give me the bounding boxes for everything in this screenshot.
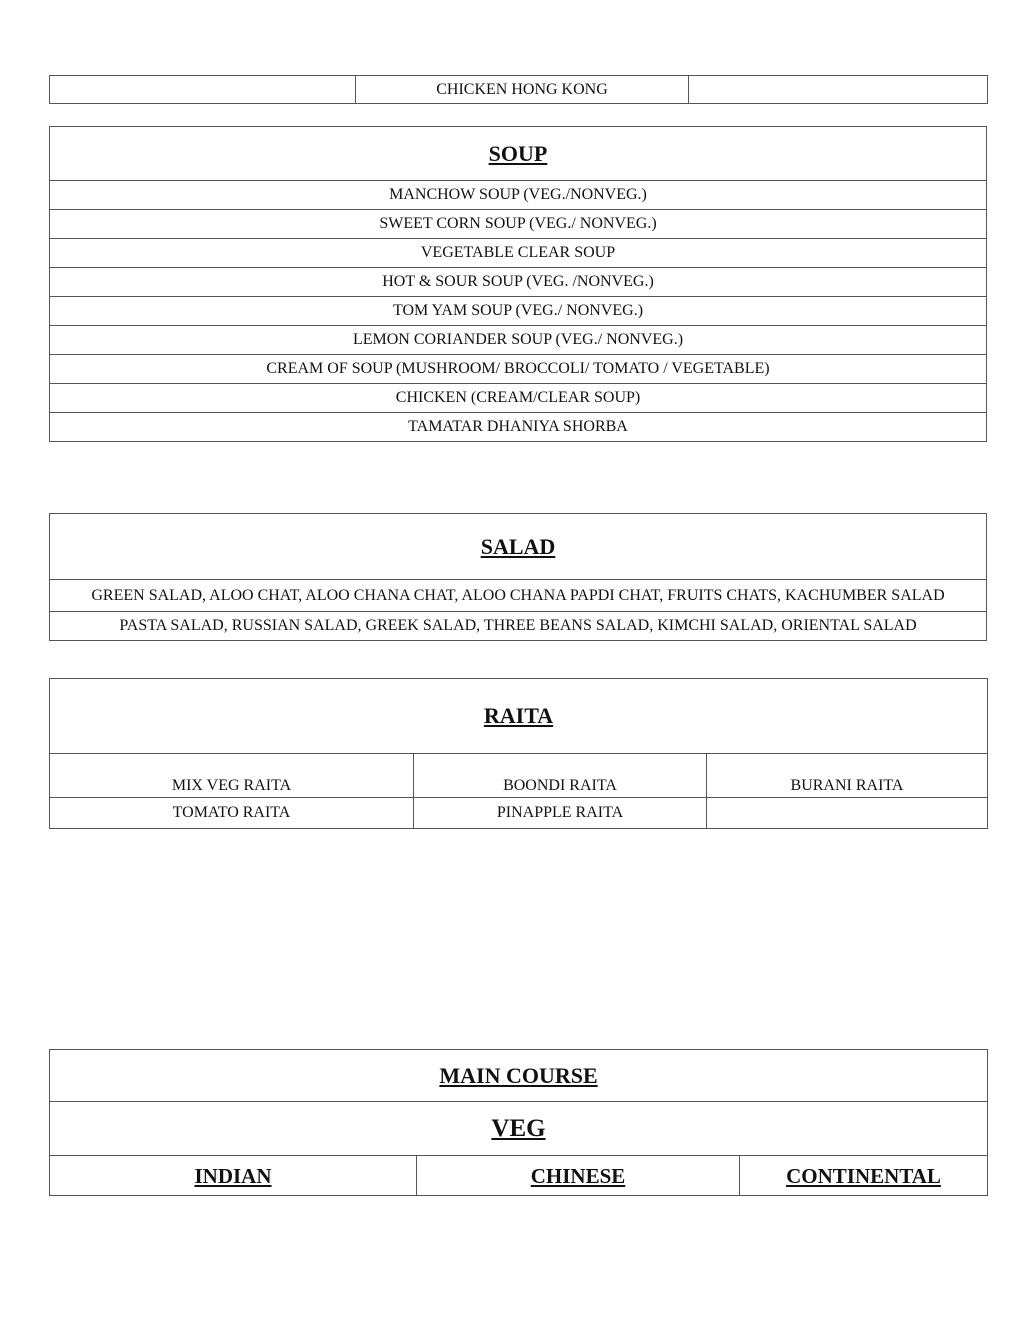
soup-item: LEMON CORIANDER SOUP (VEG./ NONVEG.) bbox=[50, 326, 987, 355]
main-course-table bbox=[49, 1049, 988, 1196]
top-cell-left bbox=[50, 76, 356, 104]
top-cell-right bbox=[689, 76, 988, 104]
main-course-subtitle: VEG bbox=[50, 1102, 988, 1156]
top-cell-item: CHICKEN HONG KONG bbox=[356, 76, 689, 104]
soup-item: TOM YAM SOUP (VEG./ NONVEG.) bbox=[50, 297, 987, 326]
salad-title: SALAD bbox=[50, 514, 987, 580]
salad-item: GREEN SALAD, ALOO CHAT, ALOO CHANA CHAT, ALOO CHANA PAPDI CHAT, FRUITS CHATS, KACHUMBER SALAD bbox=[50, 580, 987, 612]
column-header-chinese: CHINESE bbox=[417, 1156, 740, 1196]
soup-item: VEGETABLE CLEAR SOUP bbox=[50, 239, 987, 268]
raita-item: MIX VEG RAITA bbox=[50, 754, 414, 798]
raita-item-empty bbox=[707, 798, 988, 829]
top-row-table bbox=[49, 75, 988, 104]
raita-item: BOONDI RAITA bbox=[414, 754, 707, 798]
soup-item: CHICKEN (CREAM/CLEAR SOUP) bbox=[50, 384, 987, 413]
raita-table bbox=[49, 678, 988, 829]
salad-item: PASTA SALAD, RUSSIAN SALAD, GREEK SALAD, THREE BEANS SALAD, KIMCHI SALAD, ORIENTAL SALAD bbox=[50, 612, 987, 641]
raita-item: TOMATO RAITA bbox=[50, 798, 414, 829]
soup-item: MANCHOW SOUP (VEG./NONVEG.) bbox=[50, 181, 987, 210]
soup-title: SOUP bbox=[50, 127, 987, 181]
raita-item: BURANI RAITA bbox=[707, 754, 988, 798]
raita-title: RAITA bbox=[50, 679, 988, 754]
raita-item: PINAPPLE RAITA bbox=[414, 798, 707, 829]
soup-item: CREAM OF SOUP (MUSHROOM/ BROCCOLI/ TOMATO / VEGETABLE) bbox=[50, 355, 987, 384]
soup-item: TAMATAR DHANIYA SHORBA bbox=[50, 413, 987, 442]
main-course-title: MAIN COURSE bbox=[50, 1050, 988, 1102]
salad-table bbox=[49, 513, 987, 641]
soup-table bbox=[49, 126, 987, 442]
column-header-continental: CONTINENTAL bbox=[740, 1156, 988, 1196]
soup-item: HOT & SOUR SOUP (VEG. /NONVEG.) bbox=[50, 268, 987, 297]
column-header-indian: INDIAN bbox=[50, 1156, 417, 1196]
soup-item: SWEET CORN SOUP (VEG./ NONVEG.) bbox=[50, 210, 987, 239]
